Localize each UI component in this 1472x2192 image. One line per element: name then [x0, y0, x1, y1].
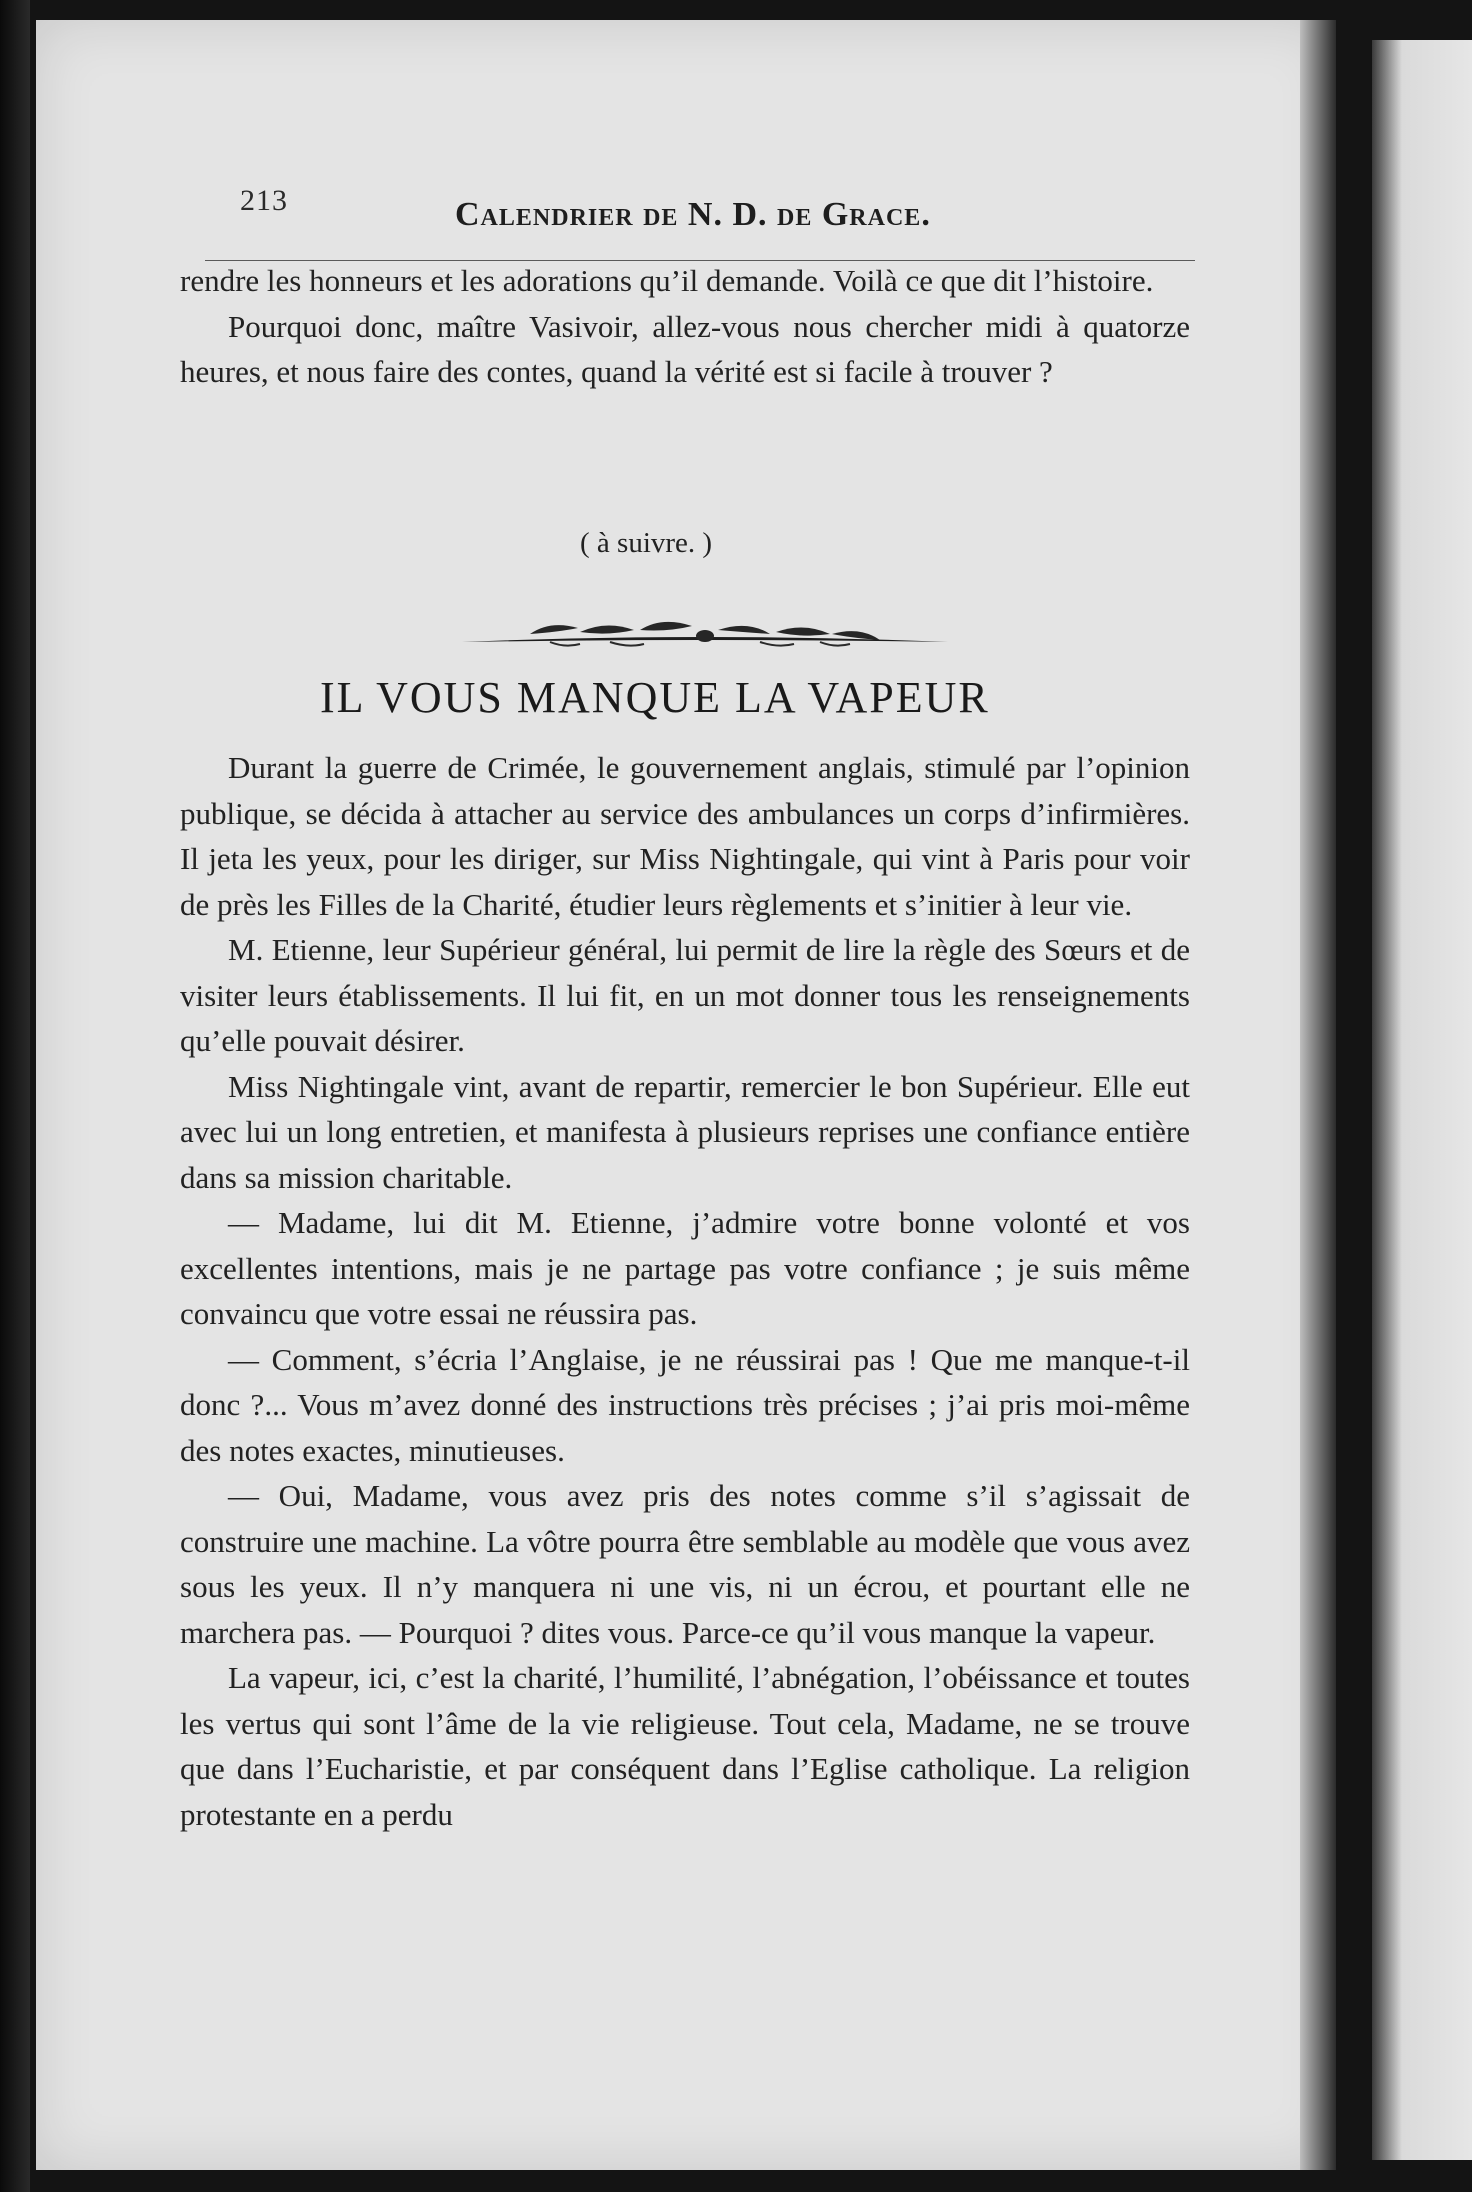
paragraph: — Madame, lui dit M. Etienne, j’admire votre bonne volonté et vos excellentes intentions, mais je ne partage pas votre confiance ; je suis même convaincu que votre essai ne réussira pas. — [180, 1205, 1190, 1331]
paragraph: M. Etienne, leur Supérieur général, lui permit de lire la règle des Sœurs et de visiter leurs établissements. Il lui fit, en un mot donner tous les renseignements qu’elle pouvait désirer. — [180, 932, 1190, 1058]
running-header — [205, 180, 1195, 261]
continued-text — [180, 258, 1190, 395]
paragraph: rendre les honneurs et les adorations qu’il demande. Voilà ce que dit l’histoire. — [180, 263, 1154, 298]
paragraph: Durant la guerre de Crimée, le gouvernement anglais, stimulé par l’opinion publique, se décida à attacher au service des ambulances un corps d’infirmières. Il jeta les yeux, pour les diriger, sur Miss Nightingale, qui vint à Paris pour voir de près les Filles de la Charité, étudier leurs règlements et s’initier à leur vie. — [180, 750, 1190, 922]
to-be-continued-note: ( à suivre. ) — [580, 527, 713, 559]
running-title: Calendrier de N. D. de Grace. — [455, 196, 931, 233]
page-number: 213 — [240, 184, 288, 217]
paragraph: Pourquoi donc, maître Vasivoir, allez-vous nous chercher midi à quatorze heures, et nous faire des contes, quand la vérité est si facile à trouver ? — [180, 308, 1190, 389]
paragraph: Miss Nightingale vint, avant de repartir, remercier le bon Supérieur. Elle eut avec lui un long entretien, et manifesta à plusieurs reprises une confiance entière dans sa mission charitable. — [180, 1068, 1190, 1195]
paragraph: La vapeur, ici, c’est la charité, l’humilité, l’abnégation, l’obéissance et toutes les vertus qui sont l’âme de la vie religieuse. Tout cela, Madame, ne se trouve que dans l’Eucharistie, et par conséquent dans l’Eglise catholique. La religion protestante en a perdu — [180, 1660, 1190, 1832]
book-left-edge — [0, 0, 30, 2192]
ornamental-divider — [460, 612, 950, 662]
article-body — [180, 745, 1190, 1837]
paragraph: — Comment, s’écria l’Anglaise, je ne réussirai pas ! Que me manque-t-il donc ?... Vous m’avez donné des instructions très précises ; j’ai pris moi-même des notes exactes, minutieuses. — [180, 1341, 1190, 1468]
article-title: IL VOUS MANQUE LA VAPEUR — [320, 673, 990, 722]
page-gutter-shadow — [1300, 20, 1336, 2170]
paragraph: — Oui, Madame, vous avez pris des notes comme s’il s’agissait de construire une machine. La vôtre pourra être semblable au modèle que vous avez sous les yeux. Il n’y manquera ni une vis, ni un écrou, et pourtant elle ne marchera pas. — Pourquoi ? dites vous. Parce-ce qu’il vous manque la vapeur. — [180, 1478, 1190, 1650]
adjacent-page-edge — [1372, 40, 1472, 2160]
